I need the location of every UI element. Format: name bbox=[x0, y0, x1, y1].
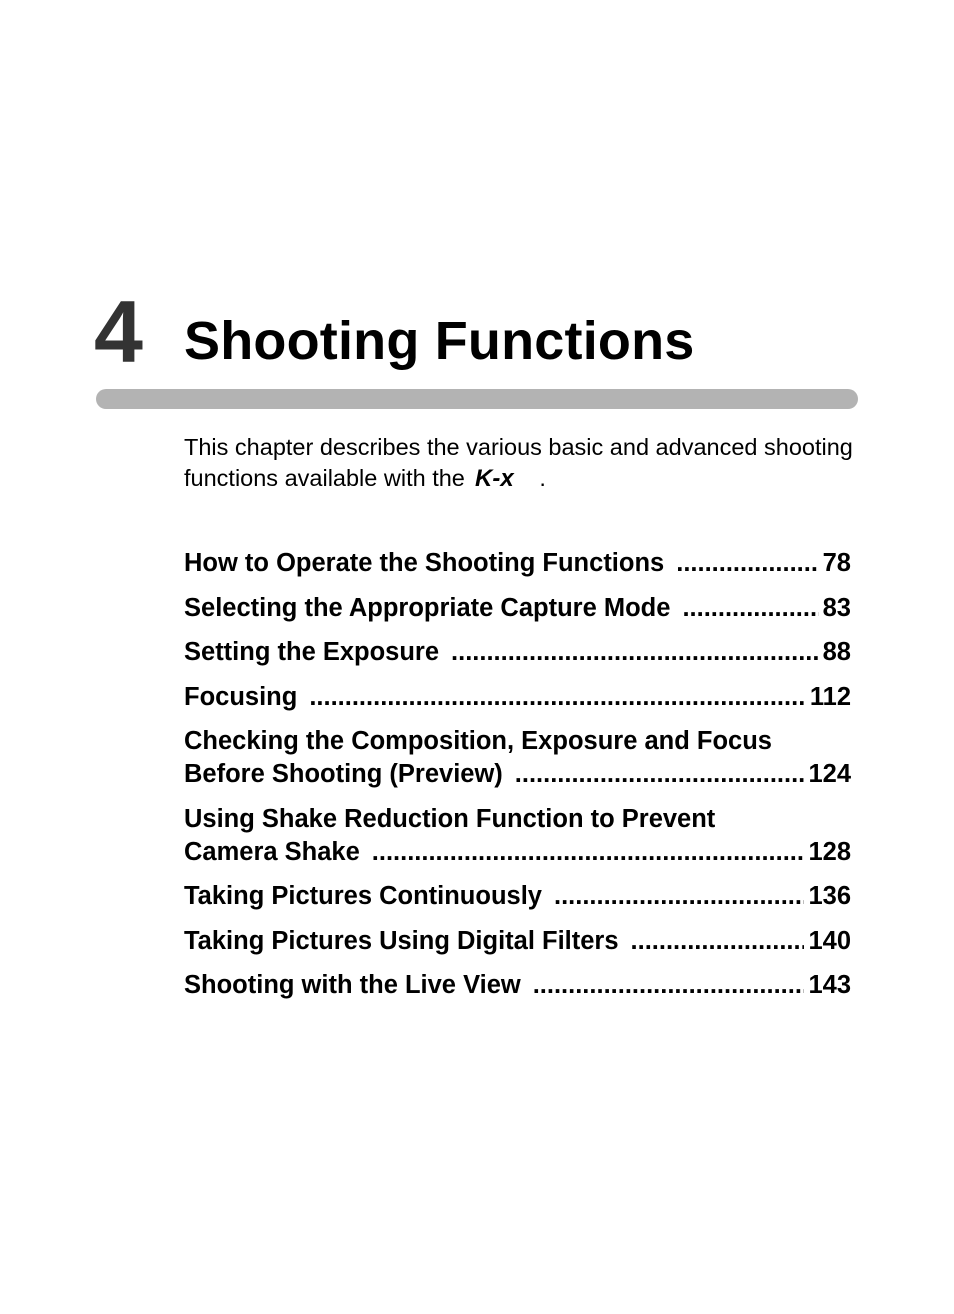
chapter-number: 4 bbox=[94, 282, 143, 381]
toc-item[interactable] bbox=[184, 636, 851, 669]
toc-item-page: 124 bbox=[808, 760, 851, 788]
toc-item-label: Before Shooting (Preview) bbox=[184, 760, 503, 788]
toc-leader-dots bbox=[554, 880, 804, 913]
toc-item-label: Taking Pictures Continuously bbox=[184, 882, 542, 910]
chapter-title: Shooting Functions bbox=[184, 311, 695, 371]
table-of-contents bbox=[184, 547, 851, 1014]
toc-item[interactable] bbox=[184, 803, 851, 869]
toc-item-page: 140 bbox=[808, 926, 851, 955]
toc-item-label-line1: Using Shake Reduction Function to Prevent bbox=[184, 804, 716, 833]
toc-item-label: How to Operate the Shooting Functions bbox=[184, 549, 665, 577]
toc-leader-dots bbox=[676, 547, 818, 580]
toc-leader-dots bbox=[682, 592, 818, 625]
toc-item-page: 78 bbox=[822, 549, 851, 577]
toc-item-label: Focusing bbox=[184, 682, 298, 711]
toc-leader-dots bbox=[533, 969, 805, 1002]
toc-item[interactable] bbox=[184, 547, 851, 580]
intro-text: This chapter describes the various basic and advanced shooting functions available with the bbox=[184, 434, 853, 491]
title-divider-bar bbox=[96, 389, 858, 409]
toc-leader-dots bbox=[309, 681, 806, 714]
intro-trailing: . bbox=[539, 465, 546, 491]
toc-item-page: 83 bbox=[822, 593, 851, 622]
toc-item-page: 88 bbox=[822, 638, 851, 666]
toc-item[interactable] bbox=[184, 925, 851, 958]
toc-item[interactable] bbox=[184, 880, 851, 913]
toc-item-label: Taking Pictures Using Digital Filters bbox=[184, 926, 619, 955]
toc-item[interactable] bbox=[184, 681, 851, 714]
toc-item-label: Shooting with the Live View bbox=[184, 971, 521, 999]
toc-item[interactable] bbox=[184, 592, 851, 625]
chapter-intro bbox=[184, 432, 864, 498]
toc-item-page: 128 bbox=[808, 837, 851, 866]
toc-item-label: Selecting the Appropriate Capture Mode bbox=[184, 593, 671, 622]
toc-leader-dots bbox=[515, 758, 805, 791]
toc-leader-dots bbox=[451, 636, 819, 669]
toc-item-label-line1: Checking the Composition, Exposure and Focus bbox=[184, 727, 772, 755]
toc-item-page: 136 bbox=[808, 882, 851, 910]
toc-item-label: Setting the Exposure bbox=[184, 638, 440, 666]
kx-logo-icon bbox=[475, 466, 539, 498]
toc-leader-dots bbox=[631, 925, 805, 958]
toc-item-label: Camera Shake bbox=[184, 837, 360, 866]
toc-item[interactable] bbox=[184, 969, 851, 1002]
toc-item[interactable] bbox=[184, 725, 851, 791]
toc-leader-dots bbox=[372, 836, 805, 869]
toc-item-page: 143 bbox=[808, 971, 851, 999]
kx-logo-letters: K-x bbox=[475, 466, 515, 490]
toc-item-page: 112 bbox=[809, 682, 851, 711]
